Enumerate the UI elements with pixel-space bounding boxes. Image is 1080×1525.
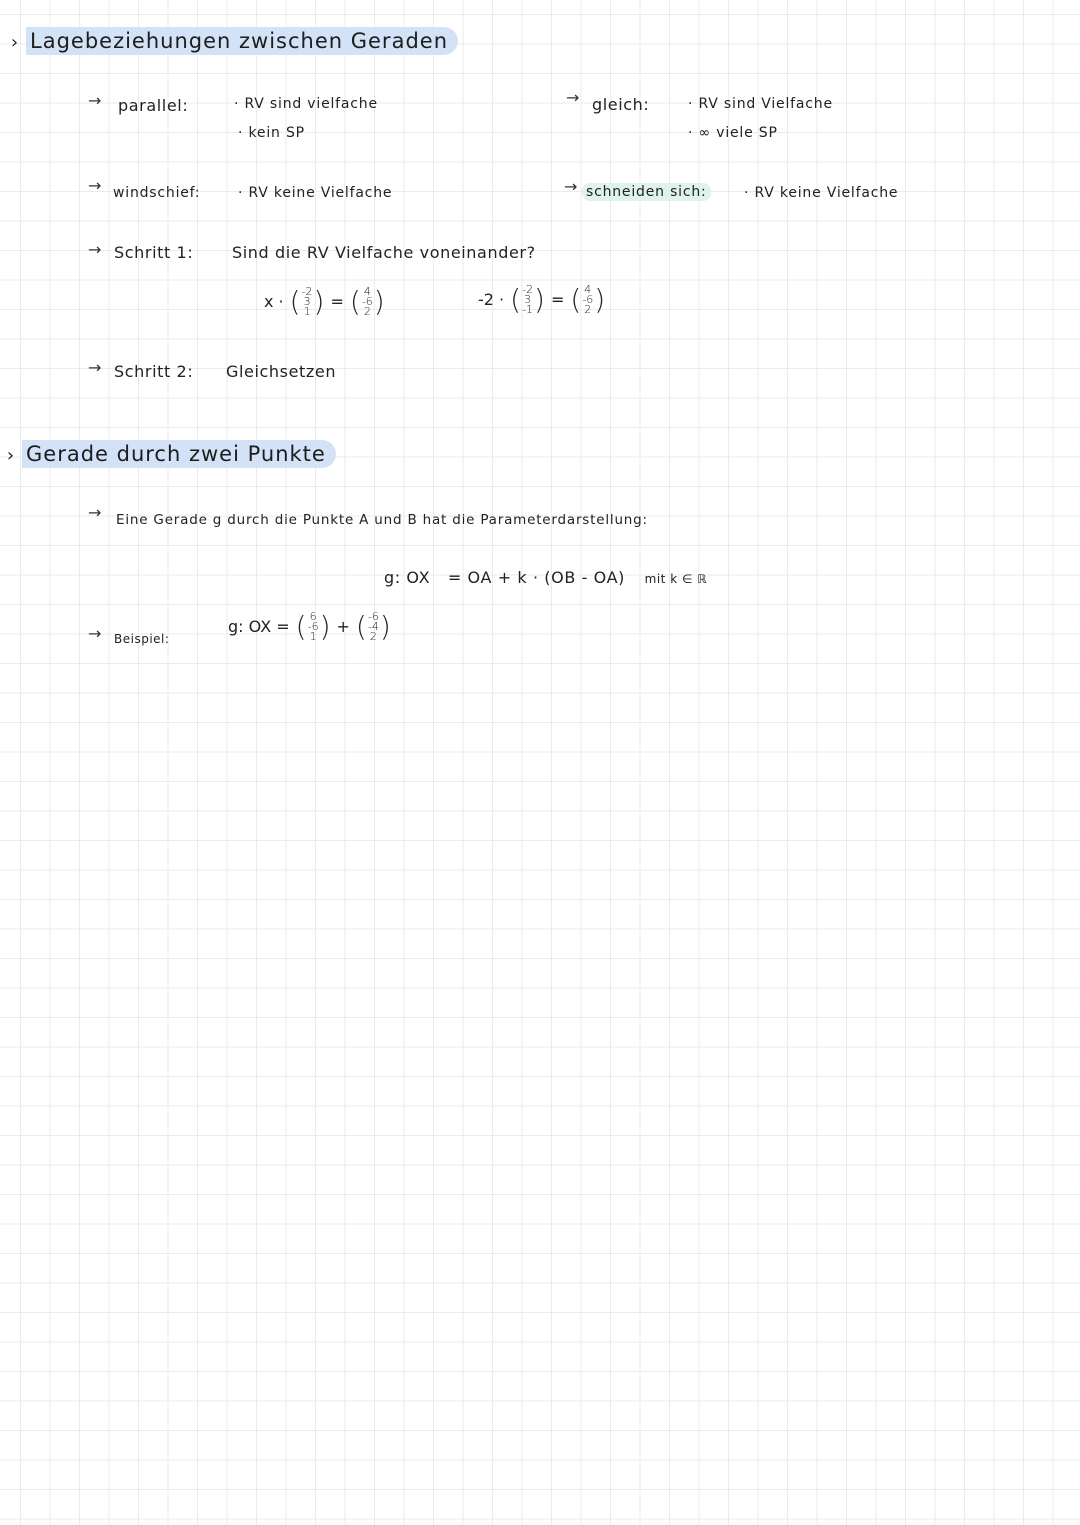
formula-lhs: g: OX: [384, 568, 431, 587]
vector: ( -6 -4 2 ): [355, 609, 391, 643]
vector: ( 6 -6 1 ): [295, 609, 331, 643]
gleich-point-2: · ∞ viele SP: [688, 125, 778, 141]
section-title: Gerade durch zwei Punkte: [22, 440, 336, 468]
equation-factor: -2 ·: [478, 290, 505, 309]
vector: ( 4 -6 2 ): [349, 284, 385, 318]
windschief-label: windschief:: [113, 185, 201, 201]
windschief-point-1: · RV keine Vielfache: [238, 185, 393, 201]
step1-equation-2: [478, 283, 605, 316]
arrow-icon: →: [88, 503, 102, 522]
gleich-point-1: · RV sind Vielfache: [688, 96, 833, 112]
formula-rhs: = OA + k · (OB - OA): [447, 568, 625, 587]
step2-text: Gleichsetzen: [226, 362, 337, 381]
parameter-formula: [384, 568, 707, 587]
equals-sign: =: [550, 290, 565, 309]
schneiden-point-1: · RV keine Vielfache: [744, 185, 899, 201]
parallel-point-2: · kein SP: [238, 125, 305, 141]
step2-label: Schritt 2:: [114, 362, 194, 381]
example-equation: [228, 610, 391, 643]
equals-sign: =: [330, 292, 344, 311]
step1-text: Sind die RV Vielfache voneinander?: [232, 243, 536, 262]
section-heading-gerade: [0, 440, 336, 468]
example-label: Beispiel:: [114, 632, 170, 646]
example-lhs: g: OX =: [228, 617, 290, 636]
section-heading-lagebeziehungen: [4, 27, 458, 55]
arrow-icon: →: [88, 624, 102, 643]
caret-icon: ›: [6, 445, 16, 466]
formula-suffix: mit k ∈ ℝ: [644, 572, 708, 586]
equation-factor: x ·: [264, 292, 284, 311]
arrow-icon: →: [88, 176, 102, 195]
vector: ( 4 -6 2 ): [570, 282, 606, 316]
vector: ( -2 3 -1 ): [510, 282, 545, 316]
arrow-icon: →: [566, 88, 580, 107]
schneiden-label: schneiden sich:: [582, 184, 711, 200]
vector: ( -2 3 1 ): [289, 284, 325, 318]
arrow-icon: →: [88, 240, 102, 259]
caret-icon: ›: [10, 32, 20, 53]
arrow-icon: →: [88, 91, 102, 110]
gleich-label: gleich:: [592, 95, 650, 114]
arrow-icon: →: [564, 177, 578, 196]
step1-label: Schritt 1:: [114, 243, 194, 262]
plus-sign: +: [336, 617, 350, 636]
intro-text: Eine Gerade g durch die Punkte A und B hat die Parameterdarstellung:: [116, 512, 648, 528]
step1-equation-1: [264, 285, 385, 318]
parallel-point-1: · RV sind vielfache: [234, 96, 378, 112]
parallel-label: parallel:: [118, 96, 189, 115]
section-title: Lagebeziehungen zwischen Geraden: [26, 27, 458, 55]
arrow-icon: →: [88, 358, 102, 377]
